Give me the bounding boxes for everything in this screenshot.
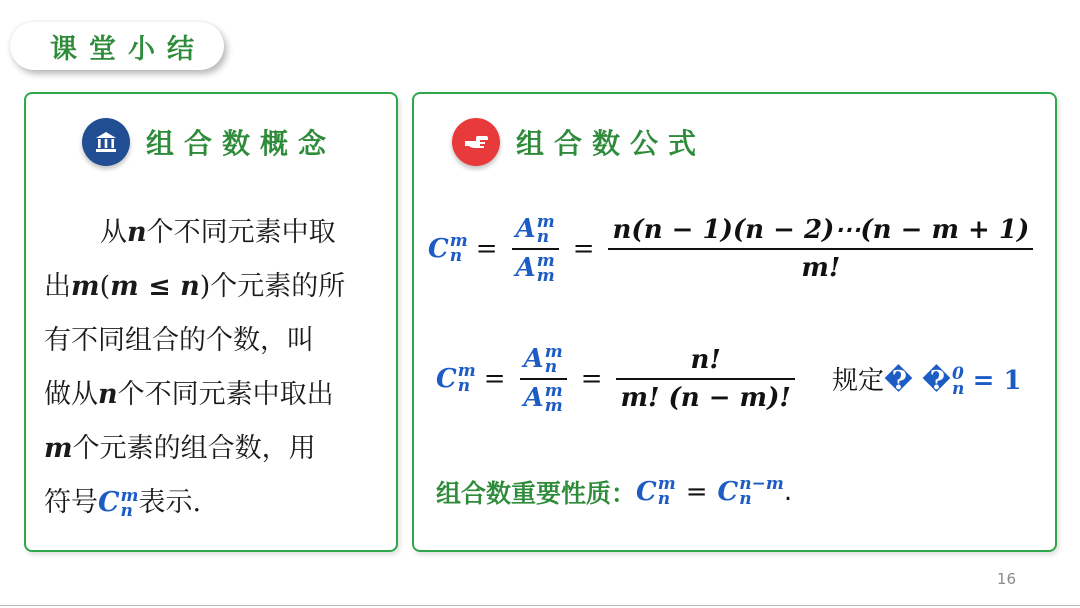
concept-heading: 组合数概念 [146, 127, 337, 160]
page-number: 16 [996, 570, 1016, 588]
bottom-divider [0, 605, 1080, 606]
formula-heading-row [452, 118, 706, 166]
section-title: 课堂小结 [50, 33, 206, 65]
combination-formula-product: C m n = A m n A m m = $\frac{n(n - 1)(n - 2)\cdots(n - m + 1)}{m!}$ [428, 214, 1039, 284]
combination-formula-factorial: C m n = A m n A m m = $\frac{n!}{m! (n - m)!}$ [436, 344, 801, 414]
formula-panel [412, 92, 1057, 552]
combination-property: 组合数重要性质： C m n = C n−m n . [436, 474, 793, 509]
concept-text: 从n个不同元素中取 出m(m ≤ n)个元素的所 有不同组合的个数，叫 做从n个不同元素中取出 m个元素的组合数，用 符号C m n 表示. [44, 217, 346, 521]
combination-symbol: C [98, 487, 120, 518]
bank-building-icon [82, 118, 130, 166]
concept-heading-row [82, 118, 336, 166]
concept-panel [24, 92, 398, 552]
section-title-tab [10, 22, 224, 70]
formula-heading: 组合数公式 [516, 127, 707, 160]
hand-pointing-icon [452, 118, 500, 166]
definition-rule: 规定� � 0 n = 1 [832, 364, 1022, 399]
